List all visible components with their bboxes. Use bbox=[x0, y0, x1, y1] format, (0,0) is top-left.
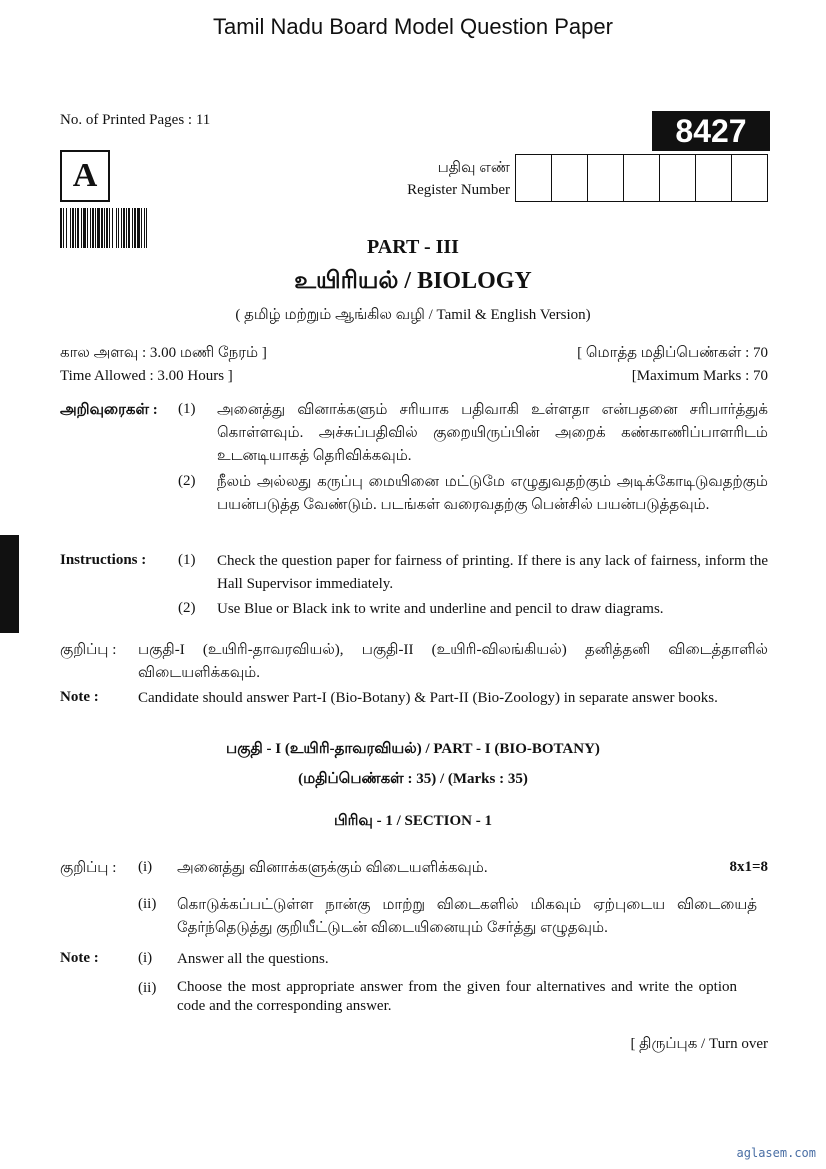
part-one-heading: பகுதி - I (உயிரி-தாவரவியல்) / PART - I (BIO-BOTANY) bbox=[226, 741, 600, 757]
note-item-number: (ii) bbox=[138, 896, 157, 912]
printed-pages-count: No. of Printed Pages : 11 bbox=[60, 112, 211, 128]
instruction-text: Use Blue or Black ink to write and underline and pencil to draw diagrams. bbox=[217, 601, 664, 617]
note-item-text: Answer all the questions. bbox=[177, 951, 329, 967]
paper-code-badge: 8427 bbox=[652, 111, 770, 151]
subject-title: உயிரியல் / BIOLOGY bbox=[294, 268, 532, 294]
register-digit-box[interactable] bbox=[660, 155, 696, 201]
note-tamil-label: குறிப்பு : bbox=[60, 642, 117, 658]
note-item-text: Choose the most appropriate answer from the given four alternatives and write the option code and the corresponding answer. bbox=[177, 979, 737, 1014]
note-english-text: Candidate should answer Part-I (Bio-Botany) & Part-II (Bio-Zoology) in separate answer books. bbox=[138, 690, 718, 706]
instruction-number: (2) bbox=[178, 600, 196, 616]
instruction-number: (1) bbox=[178, 552, 196, 568]
register-number-label bbox=[380, 157, 510, 201]
note-english-label: Note : bbox=[60, 689, 99, 705]
footer-watermark[interactable]: aglasem.com bbox=[736, 1146, 816, 1160]
note-item-text: கொடுக்கப்பட்டுள்ள நான்கு மாற்று விடைகளில் மிகவும் ஏற்புடைய விடையைத் தேர்ந்தெடுத்து குறியீட்டுடன் விடையினையும் சேர்த்து எழுதவும். bbox=[177, 897, 757, 936]
register-digit-box[interactable] bbox=[516, 155, 552, 201]
register-digit-box[interactable] bbox=[624, 155, 660, 201]
version-note: ( தமிழ் மற்றும் ஆங்கில வழி / Tamil & English Version) bbox=[235, 307, 591, 323]
register-digit-box[interactable] bbox=[552, 155, 588, 201]
instructions-tamil-label: அறிவுரைகள் : bbox=[60, 402, 158, 418]
turn-over-label: [ திருப்புக / Turn over bbox=[630, 1036, 768, 1052]
note-item-text: அனைத்து வினாக்களுக்கும் விடையளிக்கவும். bbox=[177, 860, 488, 876]
register-digit-box[interactable] bbox=[732, 155, 767, 201]
instruction-number: (2) bbox=[178, 473, 196, 489]
part-title: PART - III bbox=[367, 236, 459, 258]
instruction-number: (1) bbox=[178, 401, 196, 417]
register-label-tamil: பதிவு எண் bbox=[437, 160, 510, 176]
max-marks-tamil: [ மொத்த மதிப்பெண்கள் : 70 bbox=[577, 345, 768, 361]
instruction-text: அனைத்து வினாக்களும் சரியாக பதிவாகி உள்ளதா என்பதனை சரிபார்த்துக் கொள்ளவும். அச்சுப்பதிவில் குறையிருப்பின் அறைக் கண்காணிப்பாளரிடம் உடனடியாகத் தெரிவிக்கவும். bbox=[217, 402, 768, 464]
series-letter-box: A bbox=[60, 150, 110, 202]
note-item-number: (i) bbox=[138, 859, 153, 875]
note2-english-label: Note : bbox=[60, 950, 99, 966]
section-marks-formula: 8x1=8 bbox=[729, 859, 768, 875]
time-allowed-tamil: கால அளவு : 3.00 மணி நேரம் ] bbox=[60, 345, 267, 361]
section-one-heading: பிரிவு - 1 / SECTION - 1 bbox=[333, 813, 492, 829]
note-tamil-text: பகுதி-I (உயிரி-தாவரவியல்), பகுதி-II (உயிரி-விலங்கியல்) தனித்தனி விடைத்தாளில் விடையளிக்கவும். bbox=[138, 642, 768, 681]
note-item-number: (i) bbox=[138, 950, 153, 966]
page-header-title: Tamil Nadu Board Model Question Paper bbox=[213, 14, 613, 39]
register-label-english: Register Number bbox=[407, 182, 510, 198]
side-marker-tab bbox=[0, 535, 19, 633]
max-marks-english: [Maximum Marks : 70 bbox=[631, 368, 768, 384]
instructions-english-label: Instructions : bbox=[60, 552, 147, 568]
register-digit-box[interactable] bbox=[588, 155, 624, 201]
note2-tamil-label: குறிப்பு : bbox=[60, 860, 117, 876]
register-digit-box[interactable] bbox=[696, 155, 732, 201]
note-item-number: (ii) bbox=[138, 980, 157, 996]
instruction-text: Check the question paper for fairness of printing. If there is any lack of fairness, inform the Hall Supervisor immediately. bbox=[217, 553, 768, 592]
instruction-text: நீலம் அல்லது கருப்பு மையினை மட்டுமே எழுதுவதற்கும் அடிக்கோடிடுவதற்கும் பயன்படுத்த வேண்டும். படங்கள் வரைவதற்கு பென்சில் பயன்படுத்தவும். bbox=[217, 474, 768, 513]
time-allowed-english: Time Allowed : 3.00 Hours ] bbox=[60, 368, 233, 384]
part-one-marks: (மதிப்பெண்கள் : 35) / (Marks : 35) bbox=[298, 771, 528, 787]
register-number-boxes[interactable] bbox=[515, 154, 768, 202]
